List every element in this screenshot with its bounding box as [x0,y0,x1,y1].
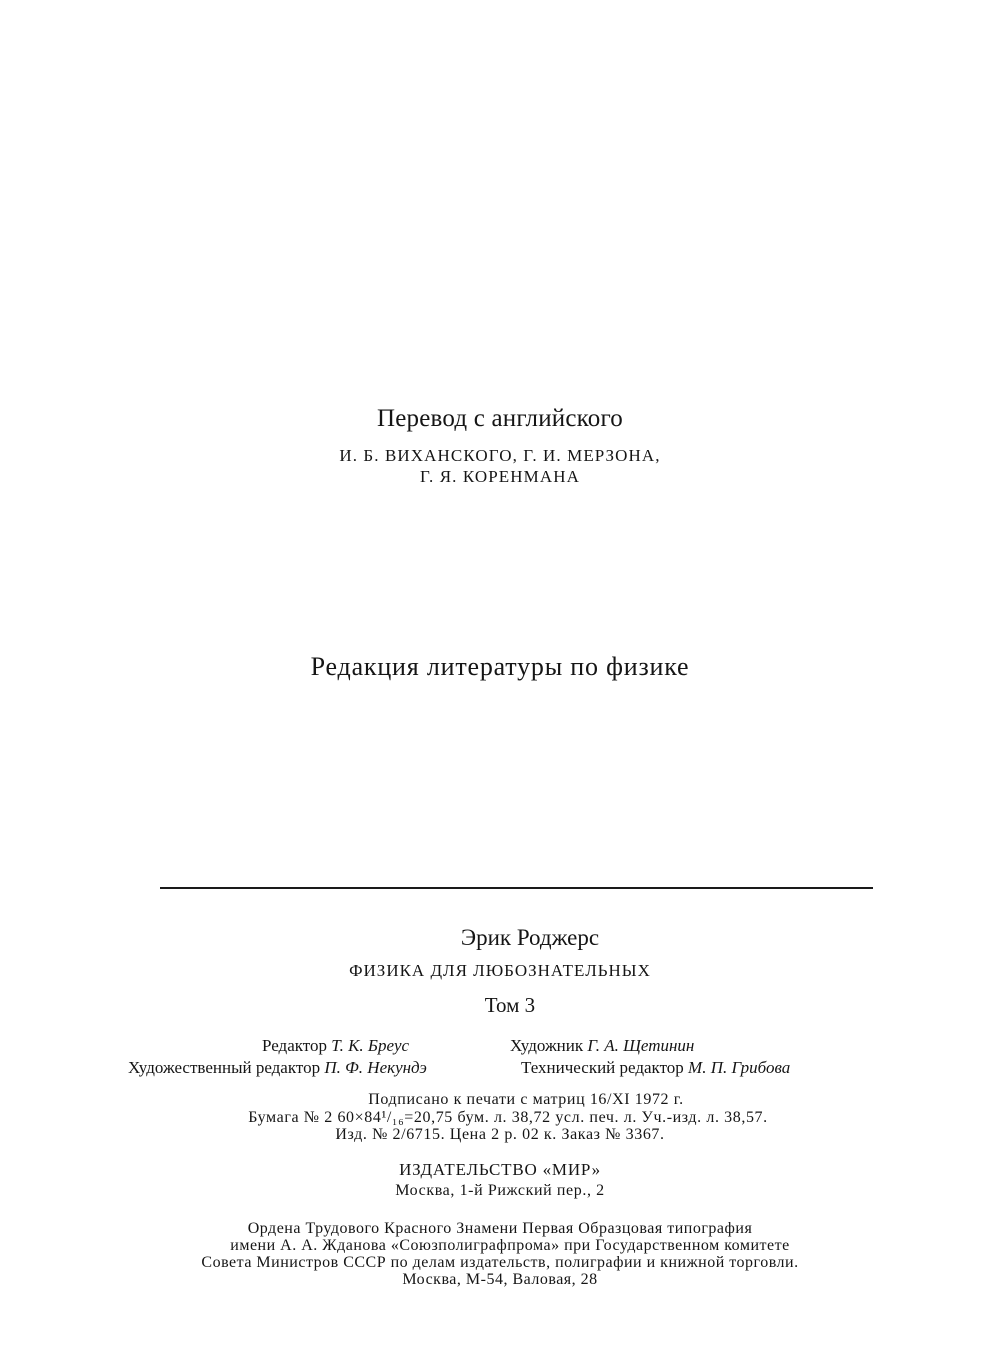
tech-editor-label: Технический редактор [521,1058,684,1077]
publisher-name: ИЗДАТЕЛЬСТВО «МИР» [399,1160,601,1179]
book-author: Эрик Роджерс [460,925,600,950]
translation-heading: Перевод с английского [377,405,623,432]
book-volume: Том 3 [484,993,536,1017]
imprint-line-2: Бумага № 2 60×84¹/₁₆=20,75 бум. л. 38,72 усл. печ. л. Уч.-изд. л. 38,57. [248,1109,768,1126]
book-title: ФИЗИКА ДЛЯ ЛЮБОЗНАТЕЛЬНЫХ [349,961,651,980]
art-editor-label: Художественный редактор [128,1058,321,1077]
translators-line-1: И. Б. ВИХАНСКОГО, Г. И. МЕРЗОНА, [339,446,661,465]
imprint-line-3: Изд. № 2/6715. Цена 2 р. 02 к. Заказ № 3367. [335,1126,665,1143]
editor-name: Т. К. Бреус [331,1036,410,1055]
horizontal-rule [160,887,873,889]
printer-line-1: Ордена Трудового Красного Знамени Первая Образцовая типография [247,1220,753,1237]
editorial-office: Редакция литературы по физике [310,652,690,681]
artist-label: Художник [510,1036,584,1055]
imprint-line-1: Подписано к печати с матриц 16/XI 1972 г. [368,1091,684,1108]
artist-credit [510,1037,694,1054]
artist-name: Г. А. Щетинин [587,1036,695,1055]
tech-editor-credit [521,1059,790,1076]
art-editor-name: П. Ф. Некундэ [324,1058,427,1077]
editor-credit [262,1037,409,1054]
art-editor-credit [128,1059,427,1076]
printer-line-3: Совета Министров СССР по делам издательств, полиграфии и книжной торговли. [201,1254,799,1271]
tech-editor-name: М. П. Грибова [688,1058,791,1077]
translators-line-2: Г. Я. КОРЕНМАНА [419,467,580,486]
printer-line-4: Москва, М-54, Валовая, 28 [402,1271,598,1288]
editor-label: Редактор [262,1036,327,1055]
publisher-address: Москва, 1-й Рижский пер., 2 [395,1182,605,1199]
printer-line-2: имени А. А. Жданова «Союзполиграфпрома» при Государственном комитете [230,1237,790,1254]
